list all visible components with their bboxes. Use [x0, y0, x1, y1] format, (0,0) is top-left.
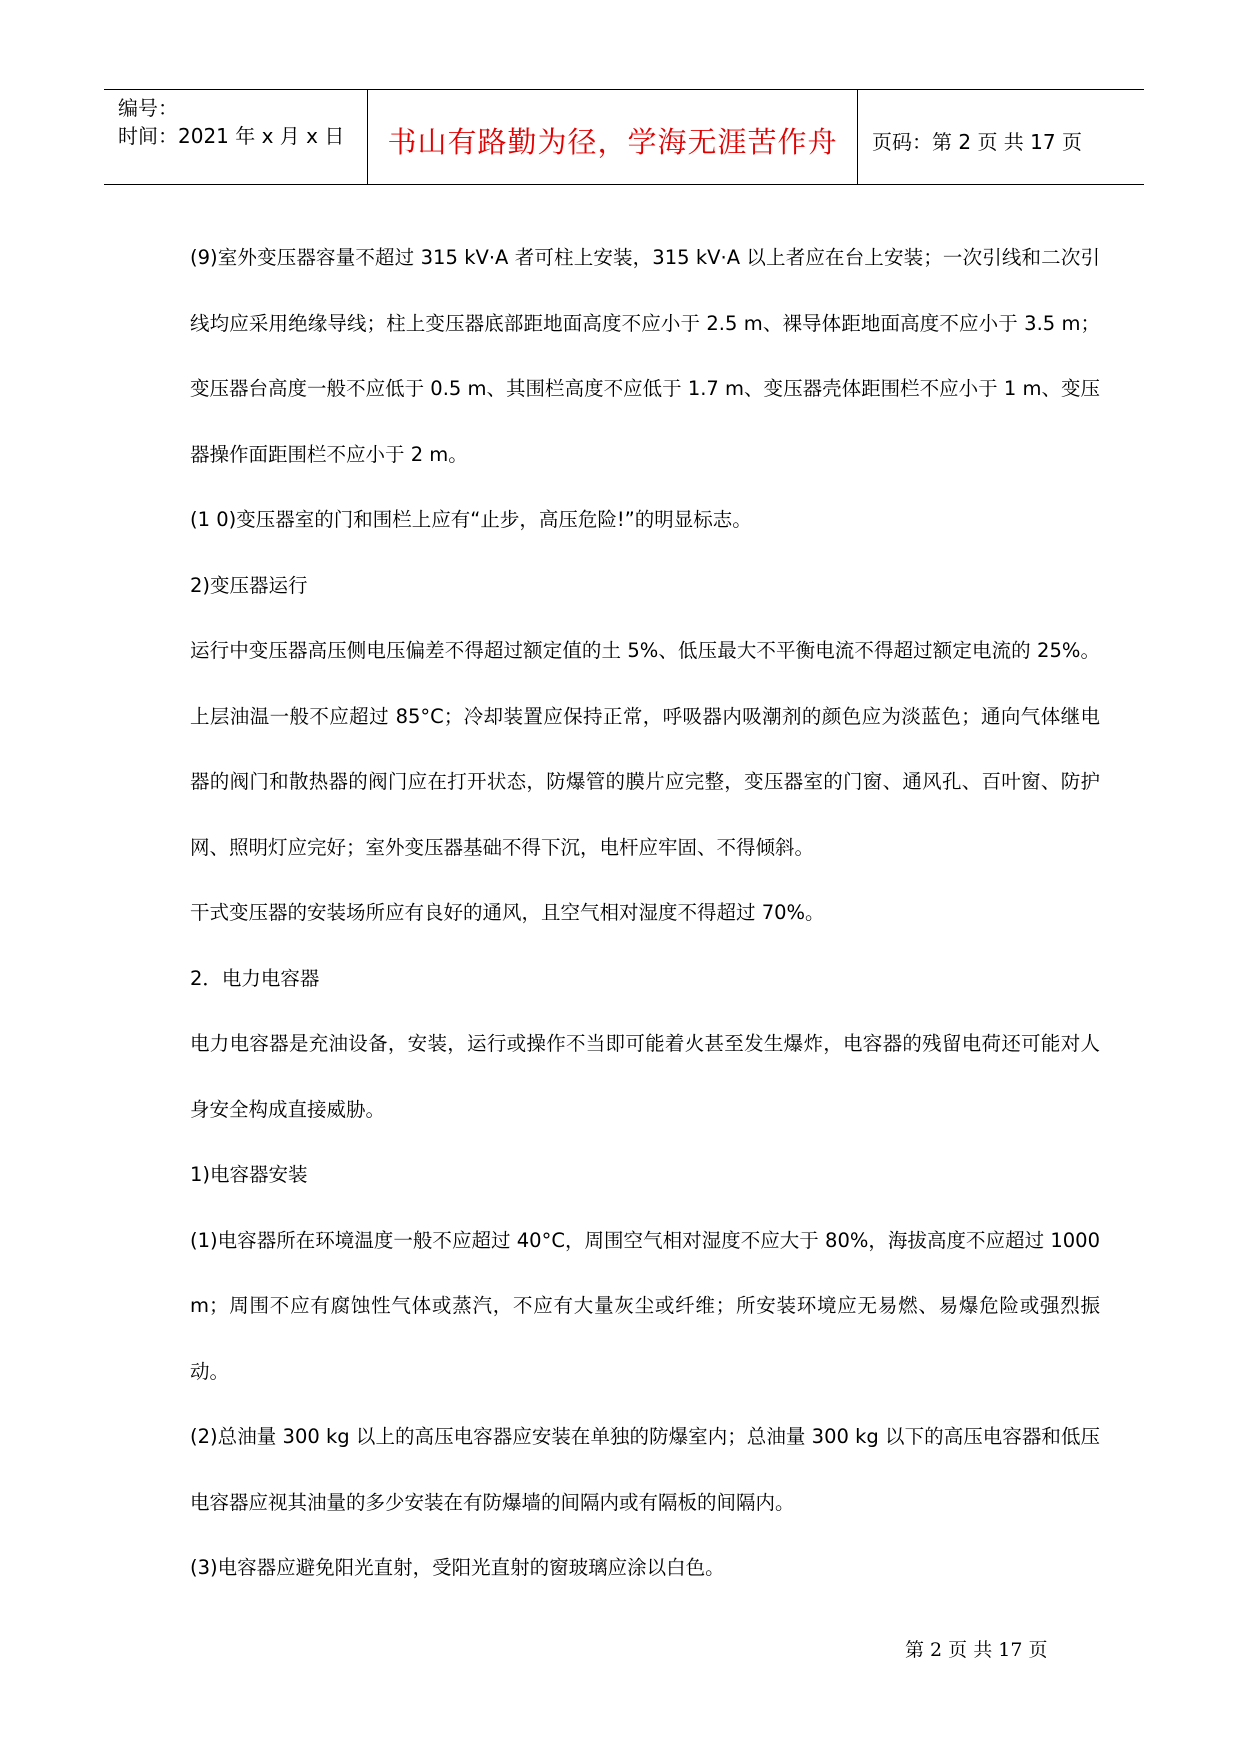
- header-meta-cell: [104, 90, 368, 184]
- document-body: [190, 225, 1107, 1601]
- paragraph: (1 0)变压器室的门和围栏上应有“止步，高压危险!”的明显标志。: [190, 508, 752, 531]
- section-heading: 1)电容器安装: [190, 1163, 308, 1186]
- paragraph: (1)电容器所在环境温度一般不应超过 40°C，周围空气相对湿度不应大于 80%，海拔高度不应超过 1000 m；周围不应有腐蚀性气体或蒸汽，不应有大量灰尘或纤维；所安装环境应无易燃、易爆危险或强烈振动。: [190, 1228, 1107, 1383]
- header-page-code: 页码：第 2 页 共 17 页: [872, 129, 1082, 154]
- page-footer: 第 2 页 共 17 页: [905, 1639, 1048, 1661]
- section-heading: 2．电力电容器: [190, 966, 320, 990]
- header-motto: 书山有路勤为径，学海无涯苦作舟: [387, 124, 838, 159]
- paragraph: (2)总油量 300 kg 以上的高压电容器应安装在单独的防爆室内；总油量 300 kg 以下的高压电容器和低压电容器应视其油量的多少安装在有防爆墙的间隔内或有隔板的间隔内。: [190, 1425, 1100, 1514]
- header-page-cell: [858, 90, 1144, 184]
- document-number-label: 编号：: [118, 96, 178, 120]
- header-motto-cell: [368, 90, 858, 184]
- paragraph: 干式变压器的安装场所应有良好的通风，且空气相对湿度不得超过 70%。: [190, 901, 825, 924]
- paragraph: 电力电容器是充油设备，安装，运行或操作不当即可能着火甚至发生爆炸，电容器的残留电荷还可能对人身安全构成直接威胁。: [190, 1032, 1100, 1121]
- paragraph: 运行中变压器高压侧电压偏差不得超过额定值的土 5%、低压最大不平衡电流不得超过额定电流的 25%。上层油温一般不应超过 85°C；冷却装置应保持正常，呼吸器内吸潮剂的颜色应为淡蓝色；通向气体继电器的阀门和散热器的阀门应在打开状态，防爆管的膜片应完整，变压器室的门窗、通风孔、百叶窗、防护网、照明灯应完好；室外变压器基础不得下沉，电杆应牢固、不得倾斜。: [190, 639, 1100, 859]
- paragraph: (3)电容器应避免阳光直射，受阳光直射的窗玻璃应涂以白色。: [190, 1556, 725, 1579]
- page-header: [104, 89, 1144, 185]
- paragraph: (9)室外变压器容量不超过 315 kV·A 者可柱上安装，315 kV·A 以上者应在台上安装；一次引线和二次引线均应采用绝缘导线；柱上变压器底部距地面高度不应小于 2.5 m、裸导体距地面高度不应小于 3.5 m；变压器台高度一般不应低于 0.5 m、其围栏高度不应低于 1.7 m、变压器壳体距围栏不应小于 1 m、变压器操作面距围栏不应小于 2 m。: [190, 246, 1100, 466]
- document-time: 时间：2021 年 x 月 x 日: [118, 124, 345, 148]
- section-heading: 2)变压器运行: [190, 573, 308, 597]
